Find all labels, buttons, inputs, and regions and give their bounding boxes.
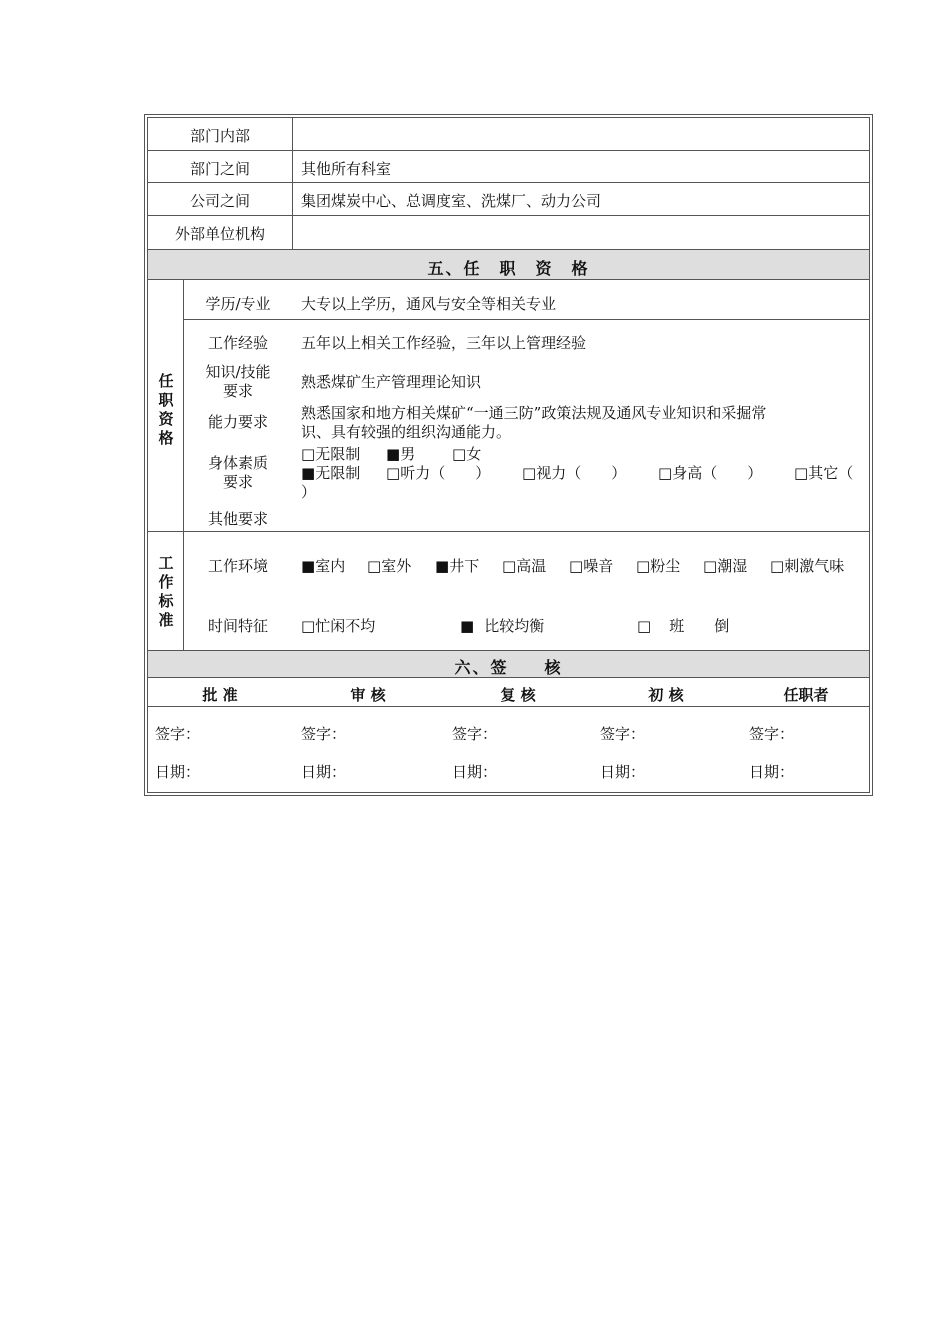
job-description-table xyxy=(144,114,873,796)
physical-option: □听力（ ） xyxy=(386,464,491,482)
sign-field-label: 签字： xyxy=(600,725,646,743)
sign-column-initial: 初 核 xyxy=(648,686,684,704)
time-option: □忙闲不均 xyxy=(301,617,376,635)
physical-option: □视力（ ） xyxy=(522,464,627,482)
sign-field-label: 签字： xyxy=(155,725,201,743)
time-label: 时间特征 xyxy=(207,617,268,635)
relation-label: 部门内部 xyxy=(189,127,250,145)
section-divider xyxy=(148,279,869,280)
checkbox-icon: □ xyxy=(658,464,673,482)
checkbox-icon: □ xyxy=(636,557,651,575)
work-standard-side-label: 工作标准 xyxy=(158,554,174,629)
environment-option: □室外 xyxy=(367,557,412,575)
time-option: □ 班 倒 xyxy=(637,617,730,635)
environment-option: □高温 xyxy=(502,557,547,575)
section-divider xyxy=(148,677,869,678)
checkbox-icon: ■ xyxy=(435,557,450,575)
physical-label-1: 身体素质 xyxy=(207,454,268,472)
environment-label: 工作环境 xyxy=(207,557,268,575)
relation-value: 其他所有科室 xyxy=(301,160,392,178)
relation-value: 集团煤炭中心、总调度室、洗煤厂、动力公司 xyxy=(301,192,602,210)
checkbox-icon: □ xyxy=(367,557,382,575)
physical-option: ■男 xyxy=(386,445,416,463)
checkbox-icon: ■ xyxy=(301,557,316,575)
sign-column-recheck: 复 核 xyxy=(500,686,536,704)
relation-label: 部门之间 xyxy=(189,160,250,178)
date-field-label: 日期： xyxy=(301,763,347,781)
experience-label: 工作经验 xyxy=(207,334,268,352)
checkbox-icon: ■ xyxy=(460,617,475,635)
checkbox-icon: □ xyxy=(522,464,537,482)
experience-value: 五年以上相关工作经验，三年以上管理经验 xyxy=(301,334,587,352)
checkbox-icon: □ xyxy=(301,617,316,635)
environment-option: □潮湿 xyxy=(703,557,748,575)
section-divider xyxy=(148,531,869,532)
row-divider xyxy=(148,706,869,707)
sign-column-approve: 批 准 xyxy=(202,686,238,704)
relation-label: 外部单位机构 xyxy=(174,225,265,243)
date-field-label: 日期： xyxy=(155,763,201,781)
section5-title: 五、任 职 资 格 xyxy=(427,259,590,278)
relation-label: 公司之间 xyxy=(189,192,250,210)
checkbox-icon: □ xyxy=(770,557,785,575)
environment-option: ■室内 xyxy=(301,557,346,575)
checkbox-icon: □ xyxy=(386,464,401,482)
checkbox-icon: ■ xyxy=(386,445,401,463)
education-value: 大专以上学历，通风与安全等相关专业 xyxy=(301,295,557,313)
checkbox-icon: □ xyxy=(301,445,316,463)
date-field-label: 日期： xyxy=(452,763,498,781)
physical-option: □女 xyxy=(452,445,482,463)
checkbox-icon: ■ xyxy=(301,464,316,482)
physical-label-2: 要求 xyxy=(222,473,253,491)
relations-divider xyxy=(292,118,293,249)
section6-title: 六、签 核 xyxy=(454,658,563,677)
environment-option: □刺激气味 xyxy=(770,557,845,575)
education-label: 学历/专业 xyxy=(205,295,271,313)
environment-option: □噪音 xyxy=(569,557,614,575)
other-label: 其他要求 xyxy=(207,510,268,528)
knowledge-label-1: 知识/技能 xyxy=(205,363,271,381)
environment-option: ■井下 xyxy=(435,557,480,575)
checkbox-icon: □ xyxy=(637,617,652,635)
row-divider xyxy=(184,319,869,320)
sign-column-holder: 任职者 xyxy=(783,686,829,704)
checkbox-icon: □ xyxy=(452,445,467,463)
physical-close-paren: ） xyxy=(301,483,317,501)
environment-option: □粉尘 xyxy=(636,557,681,575)
ability-line-1: 熟悉国家和地方相关煤矿“一通三防”政策法规及通风专业知识和采掘常 xyxy=(301,404,767,422)
qualification-side-label: 任职资格 xyxy=(158,372,174,447)
ability-label: 能力要求 xyxy=(207,413,268,431)
ability-line-2: 识、具有较强的组织沟通能力。 xyxy=(301,423,512,441)
row-divider xyxy=(148,182,869,183)
row-divider xyxy=(148,150,869,151)
date-field-label: 日期： xyxy=(600,763,646,781)
checkbox-icon: □ xyxy=(703,557,718,575)
sign-field-label: 签字： xyxy=(452,725,498,743)
physical-option: □身高（ ） xyxy=(658,464,763,482)
side-divider xyxy=(183,280,184,531)
time-option: ■ 比较均衡 xyxy=(460,617,545,635)
knowledge-value: 熟悉煤矿生产管理理论知识 xyxy=(301,373,482,391)
sign-column-review: 审 核 xyxy=(350,686,386,704)
table-inner-frame xyxy=(147,117,870,793)
checkbox-icon: □ xyxy=(569,557,584,575)
date-field-label: 日期： xyxy=(749,763,795,781)
knowledge-label-2: 要求 xyxy=(222,382,253,400)
sign-field-label: 签字： xyxy=(749,725,795,743)
physical-option: ■无限制 xyxy=(301,464,361,482)
physical-option: □无限制 xyxy=(301,445,361,463)
physical-option: □其它（ xyxy=(794,464,854,482)
checkbox-icon: □ xyxy=(794,464,809,482)
checkbox-icon: □ xyxy=(502,557,517,575)
sign-field-label: 签字： xyxy=(301,725,347,743)
row-divider xyxy=(148,215,869,216)
